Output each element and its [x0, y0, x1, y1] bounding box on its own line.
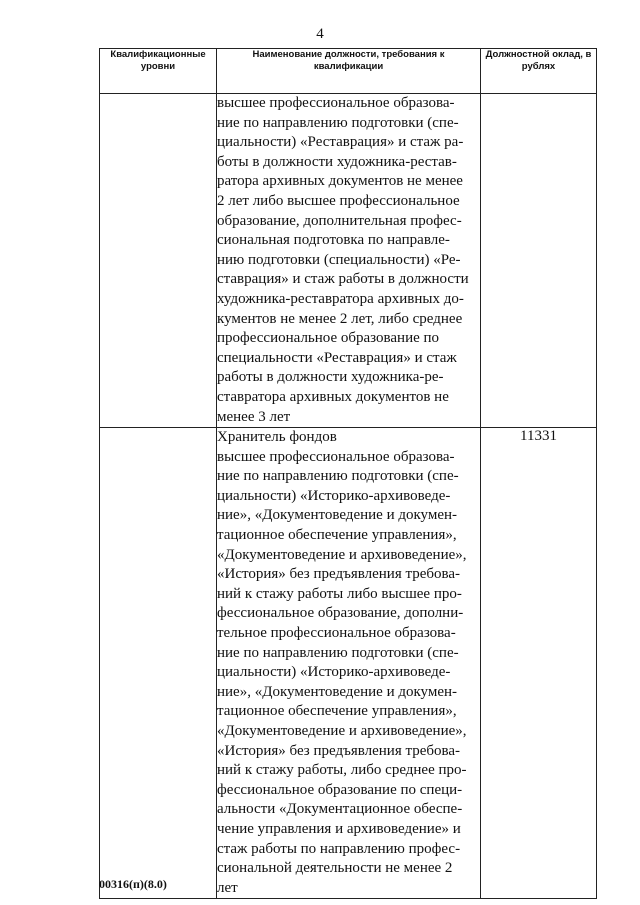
- qualification-level-cell: [100, 428, 217, 899]
- requirements-line: тационное обеспечение управления»,: [217, 703, 457, 720]
- requirements-line: альности «Документационное обеспе-: [217, 801, 463, 818]
- requirements-line: циальности) «Историко-архивоведе-: [217, 487, 451, 504]
- requirements-line: менее 3 лет: [217, 408, 291, 425]
- table-header-row: [100, 49, 597, 94]
- requirements-line: стаж работы по направлению профес-: [217, 840, 461, 857]
- requirements-line: ратора архивных документов не менее: [217, 173, 463, 190]
- requirements-line: фессиональное образование по специ-: [217, 781, 463, 798]
- requirements-line: ний к стажу работы либо высшее про-: [217, 585, 462, 602]
- requirements-line: специальности «Реставрация» и стаж: [217, 349, 457, 366]
- requirements-line: тельное профессиональное образова-: [217, 625, 456, 642]
- requirements-line: образование, дополнительная профес-: [217, 212, 462, 229]
- requirements-line: циальности) «Историко-архивоведе-: [217, 664, 451, 681]
- requirements-line: «Документоведение и архивоведение»,: [217, 723, 467, 739]
- salary-cell: 11331: [481, 428, 597, 899]
- page-number: 4: [316, 26, 324, 42]
- header-salary: Должностной оклад, в рублях: [481, 49, 597, 94]
- requirements-line: ние», «Документоведение и докумен-: [217, 683, 458, 700]
- qualification-level-cell: [100, 94, 217, 428]
- requirements-line: ставратора архивных документов не: [217, 388, 449, 405]
- requirements-line: профессиональное образование по: [217, 330, 440, 347]
- requirements-line: фессиональное образование, дополни-: [217, 605, 464, 622]
- requirements-line: высшее профессиональное образова-: [217, 95, 455, 111]
- requirements-line: кументов не менее 2 лет, либо среднее: [217, 310, 463, 327]
- requirements-line: сиональная подготовка по направле-: [217, 232, 450, 249]
- requirements-line: ние по направлению подготовки (спе-: [217, 114, 459, 131]
- requirements-line: высшее профессиональное образова-: [217, 448, 455, 465]
- requirements-line: нию подготовки (специальности) «Ре-: [217, 251, 461, 268]
- requirements-cell: [217, 94, 481, 428]
- requirements-line: лет: [217, 879, 238, 896]
- requirements-line: ние по направлению подготовки (спе-: [217, 468, 459, 485]
- requirements-line: «История» без предъявления требова-: [217, 566, 461, 583]
- requirements-line: 2 лет либо высшее профессиональное: [217, 192, 460, 209]
- header-position-requirements: Наименование должности, требования к квалификации: [217, 49, 481, 94]
- requirements-line: циальности) «Реставрация» и стаж ра-: [217, 134, 464, 151]
- requirements-line: боты в должности художника-рестав-: [217, 153, 457, 170]
- requirements-line: «Документоведение и архивоведение»,: [217, 546, 467, 563]
- header-qualification-levels: Квалификационные уровни: [100, 49, 217, 94]
- document-code: 00316(п)(8.0): [99, 877, 167, 891]
- position-title: Хранитель фондов: [217, 429, 337, 446]
- table-row: [100, 428, 597, 899]
- requirements-line: чение управления и архивоведение» и: [217, 820, 461, 837]
- requirements-line: ний к стажу работы, либо среднее про-: [217, 762, 467, 779]
- requirements-line: тационное обеспечение управления»,: [217, 527, 457, 544]
- table-row: [100, 94, 597, 428]
- salary-cell: [481, 94, 597, 428]
- requirements-line: ставрация» и стаж работы в должности: [217, 271, 469, 288]
- requirements-cell: [217, 428, 481, 899]
- requirements-line: сиональной деятельности не менее 2: [217, 860, 453, 877]
- requirements-line: работы в должности художника-ре-: [217, 369, 444, 386]
- requirements-line: художника-реставратора архивных до-: [217, 290, 464, 307]
- requirements-line: ние», «Документоведение и докумен-: [217, 507, 458, 524]
- qualification-table: [99, 48, 597, 899]
- requirements-line: ние по направлению подготовки (спе-: [217, 644, 459, 661]
- requirements-line: «История» без предъявления требова-: [217, 742, 461, 759]
